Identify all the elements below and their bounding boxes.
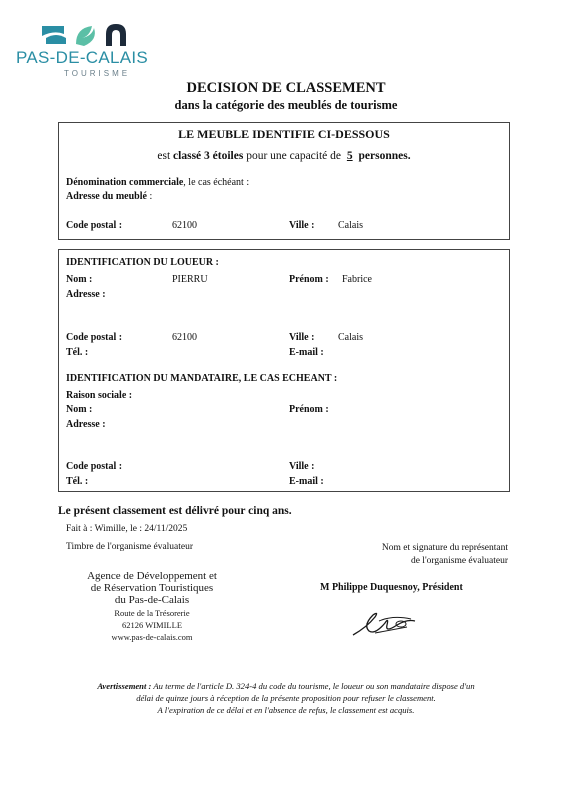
notice-line-1: Au terme de l'article D. 324-4 du code du tourisme, le loueur ou son mandataire dispose d'un	[151, 681, 475, 691]
stamp	[72, 570, 232, 642]
adresse-label: Adresse :	[66, 289, 106, 300]
m-tel-label: Tél. :	[66, 476, 89, 487]
signature-label	[340, 542, 508, 568]
notice-line-3: A l'expiration de ce délai et en l'absence de refus, le classement est acquis.	[157, 705, 415, 715]
logo	[14, 18, 164, 88]
signature-label-1: Nom et signature du représentant	[381, 543, 508, 553]
m-adresse-label: Adresse :	[66, 419, 106, 430]
classement-mid: pour une capacité de	[246, 150, 342, 162]
cp-label-2: Code postal :	[66, 332, 123, 343]
ville-value-1: Calais	[338, 220, 363, 231]
stamp-line-2: de Réservation Touristiques	[90, 582, 214, 594]
m-nom-label: Nom :	[66, 404, 93, 415]
denomination-label: Dénomination commerciale	[66, 177, 184, 188]
denomination-row	[66, 177, 249, 188]
signature-icon	[345, 605, 440, 645]
stamp-line-4: Route de la Trésorerie	[114, 608, 190, 618]
notice-line-2: délai de quinze jours à réception de la présente proposition pour refuser le classement.	[136, 693, 436, 703]
m-ville-label: Ville :	[289, 461, 315, 472]
email-label: E-mail :	[289, 347, 324, 358]
president-name: M Philippe Duquesnoy, Président	[320, 582, 463, 593]
stamp-line-3: du Pas-de-Calais	[114, 594, 190, 606]
classement-line	[58, 150, 510, 162]
fait-text: Fait à : Wimille, le : 24/11/2025	[66, 524, 188, 534]
m-cp-label: Code postal :	[66, 461, 123, 472]
adresse-meuble-row	[66, 191, 152, 202]
nom-value: PIERRU	[172, 274, 208, 285]
m-prenom-label: Prénom :	[289, 404, 329, 415]
loueur-heading: IDENTIFICATION DU LOUEUR :	[66, 257, 219, 268]
classement-post: personnes.	[358, 150, 411, 162]
tel-label: Tél. :	[66, 347, 89, 358]
signature-label-2: de l'organisme évaluateur	[410, 556, 508, 566]
stamp-line-1: Agence de Développement et	[87, 570, 217, 582]
meuble-heading: LE MEUBLE IDENTIFIE CI-DESSOUS	[178, 127, 390, 141]
timbre-label: Timbre de l'organisme évaluateur	[66, 542, 194, 552]
logo-mark-icon	[40, 22, 130, 48]
adresse-meuble-suffix: :	[146, 191, 153, 202]
capacite-value: 5	[346, 150, 353, 162]
prenom-label: Prénom :	[289, 274, 329, 285]
stamp-line-5: 62126 WIMILLE	[121, 620, 183, 630]
nom-label: Nom :	[66, 274, 93, 285]
notice	[56, 680, 516, 716]
logo-sub: TOURISME	[64, 69, 131, 78]
identification-box	[58, 249, 510, 492]
classement-stars: classé 3 étoiles	[173, 150, 244, 162]
notice-label: Avertissement :	[97, 681, 152, 691]
page-subtitle: dans la catégorie des meublés de tourisme	[174, 98, 398, 112]
ville-label-2: Ville :	[289, 332, 315, 343]
stamp-line-6: www.pas-de-calais.com	[111, 632, 193, 642]
mandataire-heading: IDENTIFICATION DU MANDATAIRE, LE CAS ECHEANT :	[66, 373, 338, 384]
m-email-label: E-mail :	[289, 476, 324, 487]
denomination-suffix: , le cas échéant :	[183, 177, 250, 188]
adresse-meuble-label: Adresse du meublé	[66, 191, 147, 202]
ville-value-2: Calais	[338, 332, 363, 343]
cp-label-1: Code postal :	[66, 220, 123, 231]
ville-label-1: Ville :	[289, 220, 315, 231]
validity-text: Le présent classement est délivré pour cinq ans.	[58, 505, 292, 517]
cp-value-1: 62100	[172, 220, 197, 231]
page-title: DECISION DE CLASSEMENT	[186, 80, 386, 96]
prenom-value: Fabrice	[342, 274, 372, 285]
classement-pre: est	[157, 150, 171, 162]
logo-name: PAS-DE-CALAIS	[16, 48, 149, 67]
cp-value-2: 62100	[172, 332, 197, 343]
raison-label: Raison sociale :	[66, 390, 133, 401]
